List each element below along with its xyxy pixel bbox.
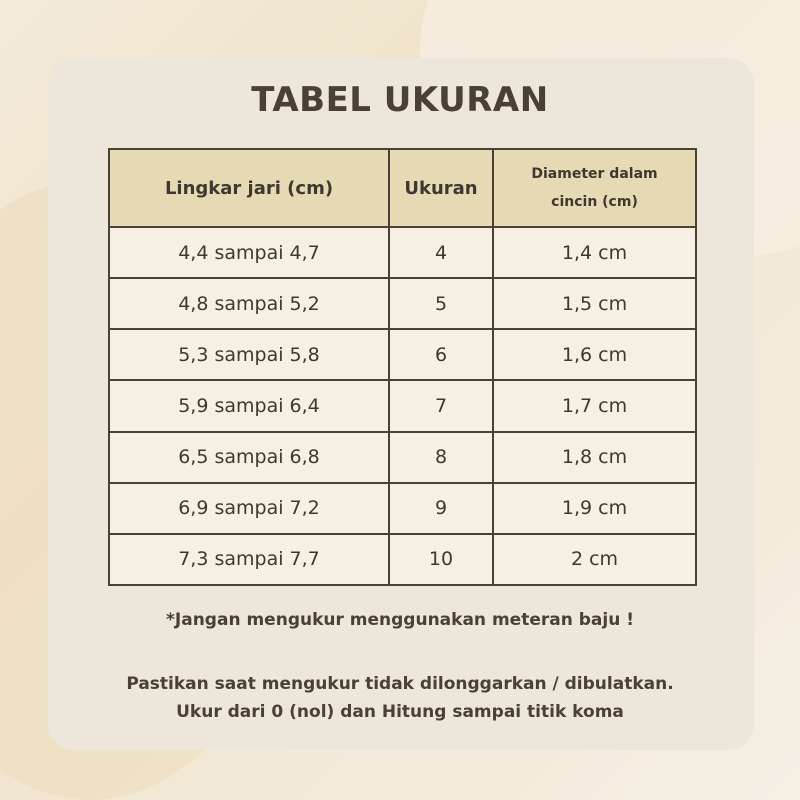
table-row <box>109 534 696 585</box>
cell-circumference: 5,3 sampai 5,8 <box>109 329 389 380</box>
cell-diameter: 1,6 cm <box>493 329 696 380</box>
cell-size: 4 <box>389 227 493 278</box>
cell-diameter: 2 cm <box>493 534 696 585</box>
cell-circumference: 7,3 sampai 7,7 <box>109 534 389 585</box>
cell-diameter: 1,8 cm <box>493 432 696 483</box>
cell-diameter: 1,5 cm <box>493 278 696 329</box>
cell-size: 7 <box>389 380 493 431</box>
header-ring-diameter-line2: cincin (cm) <box>551 194 638 210</box>
size-table <box>108 148 697 586</box>
cell-size: 9 <box>389 483 493 534</box>
table-header-row <box>109 149 696 227</box>
page-title: TABEL UKURAN <box>251 80 549 120</box>
header-finger-circumference: Lingkar jari (cm) <box>109 149 389 227</box>
warning-note: *Jangan mengukur menggunakan meteran baju ! <box>166 610 634 630</box>
instruction-note <box>0 670 800 726</box>
header-ring-diameter <box>493 149 696 227</box>
cell-size: 6 <box>389 329 493 380</box>
cell-circumference: 4,4 sampai 4,7 <box>109 227 389 278</box>
table-row <box>109 380 696 431</box>
table-row <box>109 227 696 278</box>
cell-size: 8 <box>389 432 493 483</box>
cell-circumference: 6,5 sampai 6,8 <box>109 432 389 483</box>
header-size: Ukuran <box>389 149 493 227</box>
table-row <box>109 329 696 380</box>
instruction-line-1: Pastikan saat mengukur tidak dilonggarkan / dibulatkan. <box>126 674 674 694</box>
cell-circumference: 5,9 sampai 6,4 <box>109 380 389 431</box>
cell-diameter: 1,7 cm <box>493 380 696 431</box>
instruction-line-2: Ukur dari 0 (nol) dan Hitung sampai titik koma <box>176 702 624 722</box>
cell-diameter: 1,9 cm <box>493 483 696 534</box>
cell-size: 10 <box>389 534 493 585</box>
cell-diameter: 1,4 cm <box>493 227 696 278</box>
cell-size: 5 <box>389 278 493 329</box>
cell-circumference: 6,9 sampai 7,2 <box>109 483 389 534</box>
cell-circumference: 4,8 sampai 5,2 <box>109 278 389 329</box>
table-row <box>109 278 696 329</box>
header-ring-diameter-line1: Diameter dalam <box>531 166 658 182</box>
table-row <box>109 432 696 483</box>
table-row <box>109 483 696 534</box>
